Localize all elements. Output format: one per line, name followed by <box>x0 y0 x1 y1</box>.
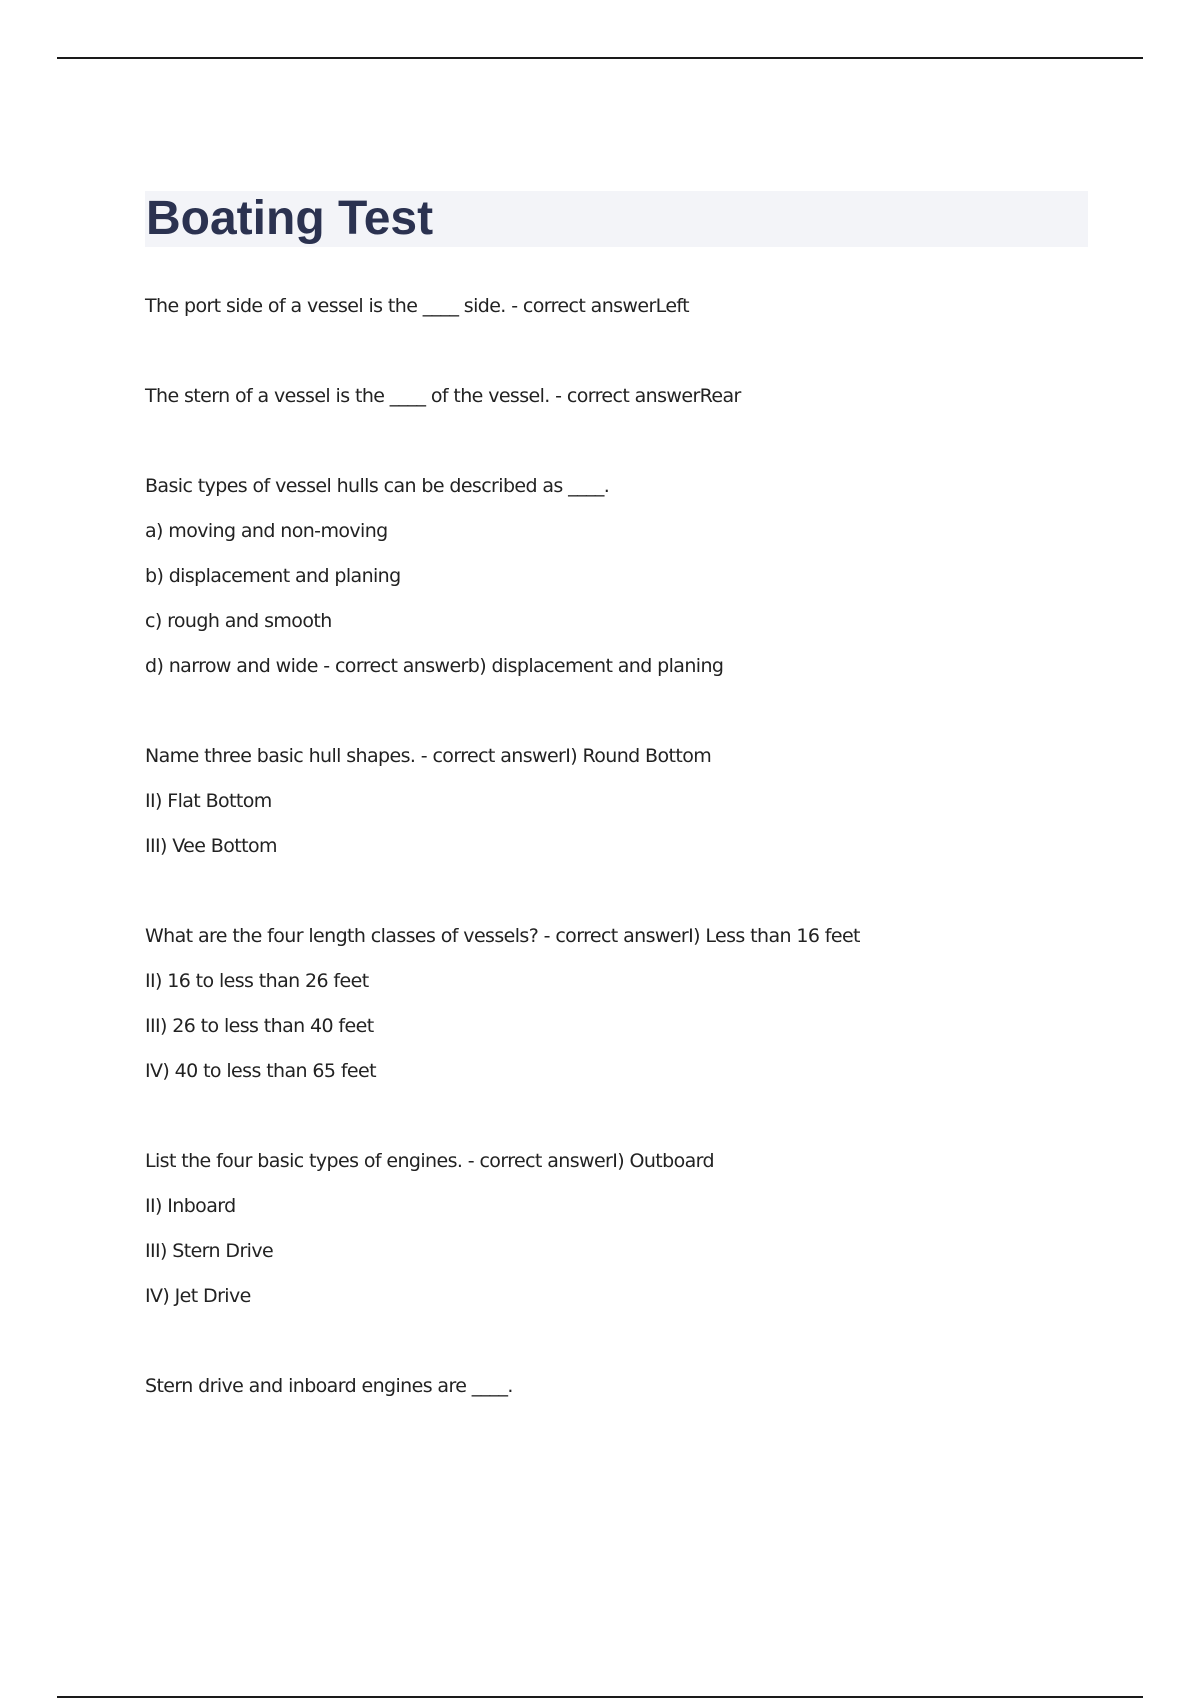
question-answer-4 <box>145 741 1095 876</box>
question-text: The port side of a vessel is the ____ side. - correct answerLeft <box>145 295 690 317</box>
answer-line: II) Inboard <box>145 1195 236 1217</box>
answer-line: II) 16 to less than 26 feet <box>145 970 369 992</box>
answer-line: III) Vee Bottom <box>145 835 277 857</box>
footer-rule <box>57 1696 1143 1698</box>
question-answer-6 <box>145 1146 1095 1326</box>
answer-option: b) displacement and planing <box>145 565 401 587</box>
header-rule <box>57 57 1143 59</box>
answer-line: III) 26 to less than 40 feet <box>145 1015 374 1037</box>
answer-line: IV) Jet Drive <box>145 1285 251 1307</box>
question-text: Name three basic hull shapes. - correct answerI) Round Bottom <box>145 745 712 767</box>
question-answer-2 <box>145 381 1095 426</box>
answer-option: c) rough and smooth <box>145 610 332 632</box>
answer-line: IV) 40 to less than 65 feet <box>145 1060 376 1082</box>
question-answer-7 <box>145 1371 1095 1416</box>
question-text: List the four basic types of engines. - correct answerI) Outboard <box>145 1150 715 1172</box>
answer-line: III) Stern Drive <box>145 1240 274 1262</box>
question-answer-3 <box>145 471 1095 696</box>
question-text: Stern drive and inboard engines are ____. <box>145 1375 513 1397</box>
answer-option: d) narrow and wide - correct answerb) displacement and planing <box>145 655 724 677</box>
question-list <box>145 291 1095 1461</box>
answer-option: a) moving and non-moving <box>145 520 388 542</box>
question-text: Basic types of vessel hulls can be described as ____. <box>145 475 610 497</box>
question-text: What are the four length classes of vessels? - correct answerI) Less than 16 feet <box>145 925 860 947</box>
document-title: Boating Test <box>146 192 434 245</box>
question-answer-1 <box>145 291 1095 336</box>
question-answer-5 <box>145 921 1095 1101</box>
question-text: The stern of a vessel is the ____ of the vessel. - correct answerRear <box>145 385 741 407</box>
answer-line: II) Flat Bottom <box>145 790 272 812</box>
